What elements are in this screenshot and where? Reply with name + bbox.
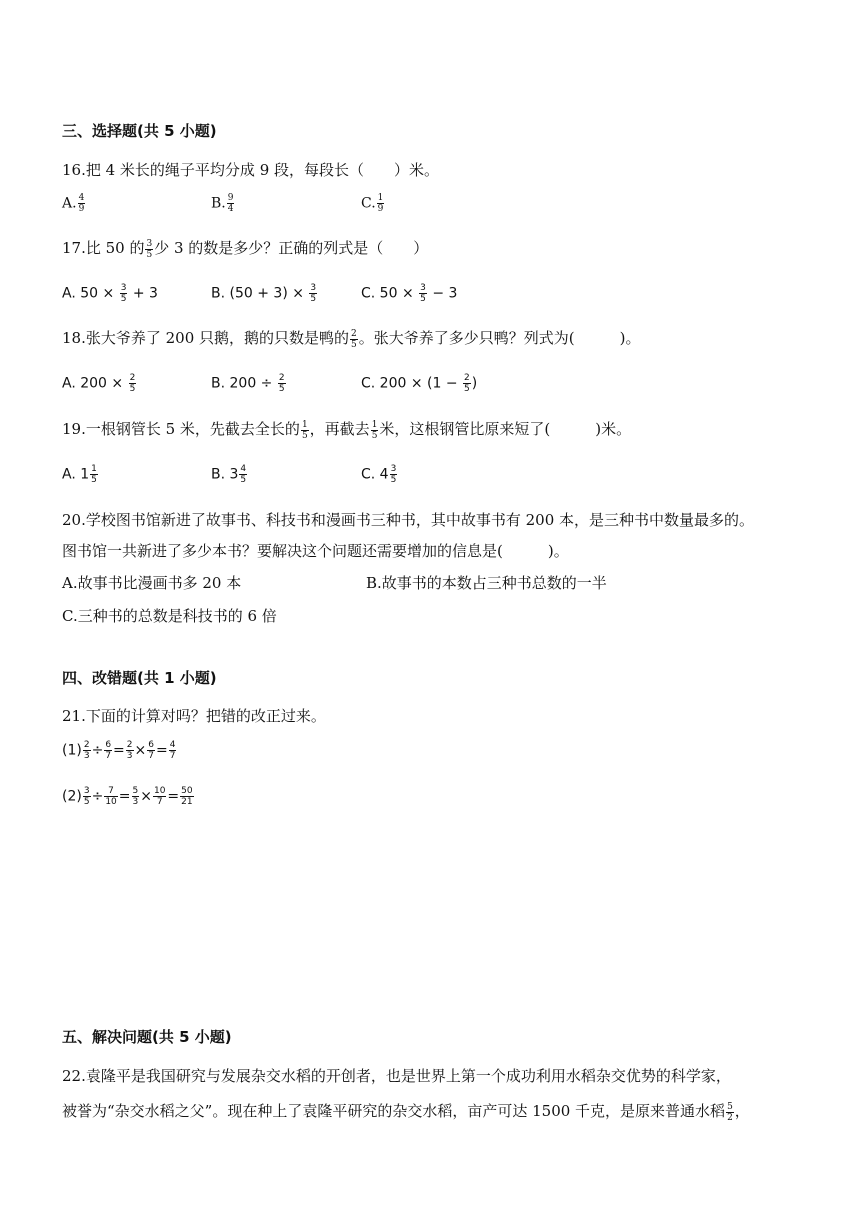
q21-expression-1: (1) $\frac{2}{3}$ ÷ $\frac{6}{7}$ = $\frac{2}{3}$ × $\frac{6}{7}$ = $\frac{4}{7}$ — [62, 740, 176, 761]
denominator: 3 — [126, 751, 133, 761]
option-label: B. — [211, 195, 226, 212]
fraction — [350, 329, 358, 350]
fraction — [301, 420, 309, 441]
option-text: A. 1 — [62, 466, 90, 483]
q19-option-b — [211, 464, 248, 485]
fraction — [90, 464, 98, 485]
option-text: ) — [471, 375, 478, 392]
denominator: 5 — [278, 384, 285, 394]
fraction — [239, 464, 247, 485]
fraction — [83, 740, 91, 761]
option-text: B. 3 — [211, 466, 239, 483]
denominator: 4 — [227, 204, 234, 214]
numerator: 3 — [420, 283, 426, 293]
fraction — [180, 786, 193, 807]
option-text: A. 200 × — [62, 375, 124, 392]
denominator: 2 — [727, 1112, 733, 1123]
numerator: 3 — [83, 786, 90, 796]
section-title-choice: 三、选择题(共 5 小题) — [62, 122, 217, 140]
fraction — [169, 740, 177, 761]
numerator: 3 — [390, 464, 397, 474]
denominator: 5 — [146, 249, 153, 260]
numerator: 3 — [310, 283, 317, 293]
denominator: 21 — [181, 797, 193, 807]
question-text: 少 3 的数是多少？正确的列式是（ ） — [154, 239, 429, 257]
fraction — [126, 740, 134, 761]
numerator: 2 — [129, 373, 136, 383]
question-17 — [62, 238, 428, 260]
numerator: 2 — [278, 373, 285, 383]
option-text: A. 50 × — [62, 285, 115, 302]
denominator: 7 — [105, 751, 112, 761]
fraction — [463, 373, 471, 394]
q20-option-c: C.三种书的总数是科技书的 6 倍 — [62, 607, 277, 625]
q19-option-a — [62, 464, 99, 485]
question-22-line-1: 22.袁隆平是我国研究与发展杂交水稻的开创者，也是世界上第一个成功利用水稻杂交优势的科学家， — [62, 1067, 731, 1085]
question-text: ，再截去 — [309, 420, 370, 438]
option-text: B. 200 ÷ — [211, 375, 273, 392]
section-title-correction: 四、改错题(共 1 小题) — [62, 669, 217, 687]
question-text: 17.比 50 的 — [62, 239, 145, 257]
option-text: B. (50 + 3) × — [211, 285, 304, 302]
fraction — [377, 193, 385, 214]
q17-option-c — [361, 283, 457, 304]
fraction — [132, 786, 140, 807]
denominator: 9 — [377, 204, 384, 214]
denominator: 5 — [351, 339, 357, 350]
denominator: 5 — [390, 475, 397, 485]
numerator: 3 — [146, 238, 153, 249]
numerator: 2 — [126, 740, 133, 750]
fraction — [371, 420, 379, 441]
q16-option-c — [361, 193, 385, 214]
question-19 — [62, 419, 631, 441]
fraction — [145, 239, 153, 260]
question-text: 米，这根钢管比原来短了( )米。 — [379, 420, 632, 438]
denominator: 5 — [83, 797, 90, 807]
numerator: 2 — [83, 740, 90, 750]
question-text: 18.张大爷养了 200 只鹅，鹅的只数是鸭的 — [62, 329, 350, 347]
denominator: 5 — [301, 430, 308, 441]
q17-option-b — [211, 283, 318, 304]
question-20-line-1: 20.学校图书馆新进了故事书、科技书和漫画书三种书，其中故事书有 200 本，是三种书中数量最多的。 — [62, 511, 755, 529]
denominator: 5 — [420, 294, 426, 304]
numerator: 2 — [464, 373, 470, 383]
fraction — [726, 1102, 734, 1123]
fraction — [83, 786, 91, 807]
numerator: 50 — [181, 786, 193, 796]
question-18 — [62, 328, 640, 350]
fraction — [104, 786, 117, 807]
option-text: − 3 — [432, 285, 458, 302]
fraction — [153, 786, 166, 807]
denominator: 7 — [169, 751, 176, 761]
q16-option-b — [211, 193, 235, 214]
question-20-line-2: 图书馆一共新进了多少本书？要解决这个问题还需要增加的信息是( )。 — [62, 542, 569, 560]
option-label: A. — [62, 195, 77, 212]
fraction — [419, 283, 427, 304]
question-text: 19.一根钢管长 5 米，先截去全长的 — [62, 420, 300, 438]
option-label: C. — [361, 195, 376, 212]
q18-option-c — [361, 373, 477, 394]
q18-option-a — [62, 373, 137, 394]
denominator: 7 — [148, 751, 154, 761]
question-22-line-2 — [62, 1101, 750, 1123]
option-text: + 3 — [132, 285, 158, 302]
question-text: ， — [734, 1102, 750, 1120]
option-text: C. 50 × — [361, 285, 414, 302]
fraction — [278, 373, 286, 394]
expression-label: (2) — [62, 788, 82, 805]
option-text: C. 200 × (1 − — [361, 375, 458, 392]
numerator: 10 — [153, 786, 166, 796]
denominator: 3 — [83, 751, 90, 761]
q20-option-a: A.故事书比漫画书多 20 本 — [62, 574, 242, 592]
fraction — [120, 283, 128, 304]
numerator: 7 — [104, 786, 117, 797]
numerator: 6 — [105, 740, 112, 750]
fraction — [309, 283, 317, 304]
denominator: 9 — [78, 204, 85, 214]
numerator: 4 — [240, 464, 247, 474]
denominator: 5 — [464, 384, 470, 394]
numerator: 3 — [120, 283, 127, 293]
denominator: 5 — [120, 294, 127, 304]
numerator: 1 — [377, 193, 384, 203]
q20-option-b: B.故事书的本数占三种书总数的一半 — [366, 574, 607, 592]
numerator: 6 — [148, 740, 154, 750]
numerator: 4 — [78, 193, 85, 203]
q18-option-b — [211, 373, 287, 394]
denominator: 5 — [371, 430, 378, 441]
q17-option-a — [62, 283, 158, 304]
denominator: 5 — [310, 294, 317, 304]
denominator: 10 — [105, 797, 117, 807]
question-16: 16.把 4 米长的绳子平均分成 9 段，每段长（ ）米。 — [62, 161, 440, 179]
section-title-problem-solving: 五、解决问题(共 5 小题) — [62, 1028, 232, 1046]
denominator: 5 — [129, 384, 136, 394]
numerator: 9 — [227, 193, 234, 203]
numerator: 5 — [132, 786, 139, 796]
numerator: 2 — [351, 328, 357, 339]
numerator: 1 — [301, 419, 308, 430]
denominator: 3 — [132, 797, 139, 807]
fraction — [129, 373, 137, 394]
expression-label: (1) — [62, 742, 82, 759]
question-21: 21.下面的计算对吗？把错的改正过来。 — [62, 707, 326, 725]
option-text: C. 4 — [361, 466, 389, 483]
numerator: 1 — [371, 419, 378, 430]
numerator: 4 — [169, 740, 176, 750]
fraction — [147, 740, 155, 761]
question-text: 被誉为“杂交水稻之父”。现在种上了袁隆平研究的杂交水稻，亩产可达 1500 千克，是原来普通水稻 — [62, 1102, 726, 1120]
q16-option-a — [62, 193, 86, 214]
numerator: 1 — [91, 464, 97, 474]
denominator: 5 — [240, 475, 247, 485]
fraction — [390, 464, 398, 485]
denominator: 7 — [156, 797, 163, 807]
q21-expression-2: (2) $\frac{3}{5}$ ÷ $\frac{7}{10}$ = $\frac{5}{3}$ × $\frac{10}{7}$ = $\frac{50}{21}$ — [62, 786, 193, 807]
fraction — [104, 740, 112, 761]
denominator: 5 — [91, 475, 97, 485]
numerator: 5 — [727, 1101, 733, 1112]
fraction — [227, 193, 235, 214]
q19-option-c — [361, 464, 398, 485]
question-text: 。张大爷养了多少只鸭？列式为( )。 — [358, 329, 641, 347]
fraction — [78, 193, 86, 214]
